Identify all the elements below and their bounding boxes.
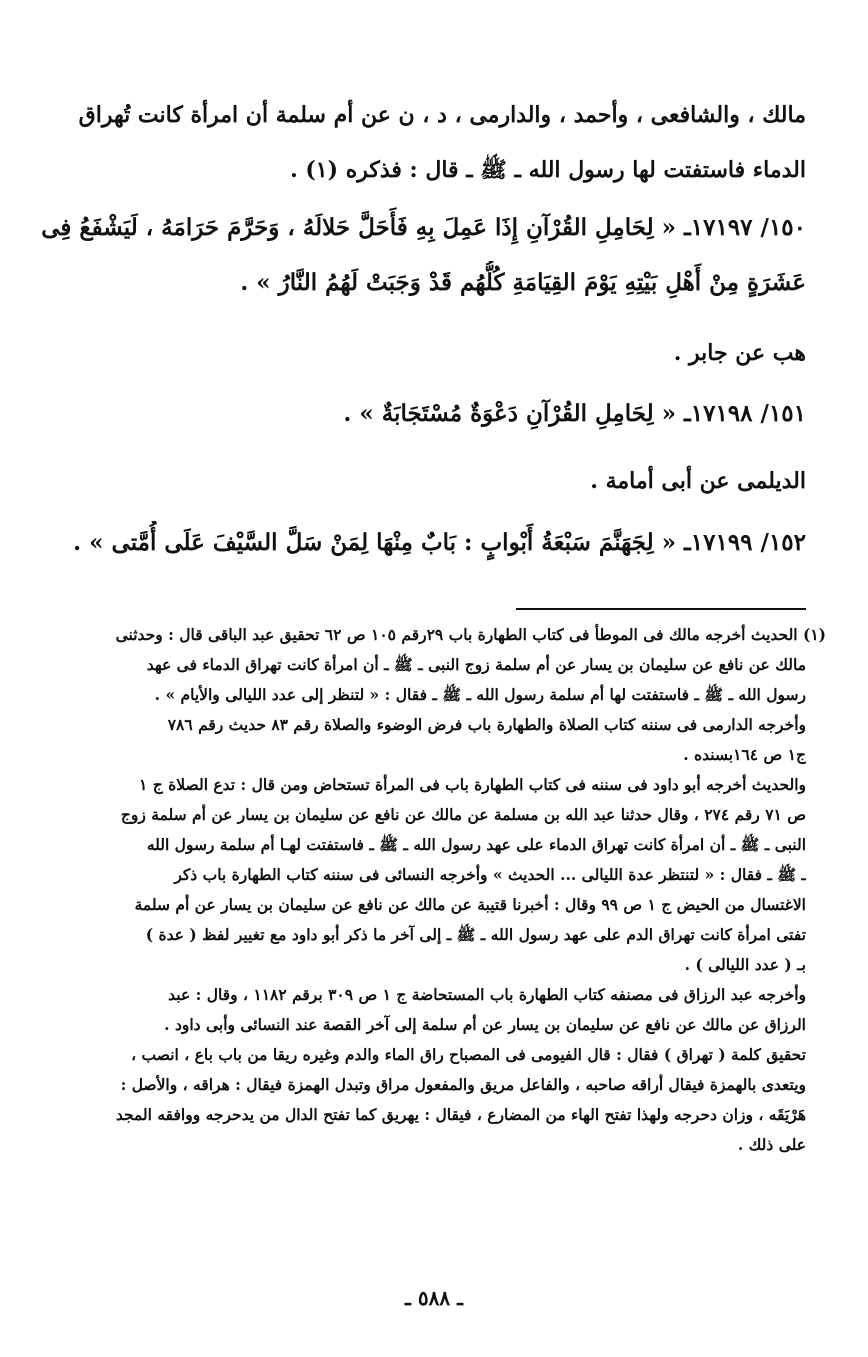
hadith-150-line: ١٥٠/ ١٧١٩٧ـ « لِحَامِلِ القُرْآنِ إِذَا عَمِلَ بِهِ فَأَحَلَّ حَلالَهُ ، وَحَرَّمَ حَرَامَهُ ، لَيَشْفَعُ فِى (41, 214, 806, 241)
page-number: ـ ٥٨٨ ـ (405, 1286, 463, 1310)
hadith-150-line: عَشَرَةٍ مِنْ أَهْلِ بَيْتِهِ يَوْمَ القِيَامَةِ كُلُّهُم قَدْ وَجَبَتْ لَهُمُ النَّارُ » . (240, 269, 806, 296)
footnote-line: رسول الله ـ ﷺ ـ فاستفتت لها أم سلمة رسول الله ـ ﷺ ـ فقال : « لتنظر إلى عدد الليالى والأيام » . (154, 685, 806, 704)
footnote-line: ص ٧١ رقم ٢٧٤ ، وقال حدثنا عبد الله بن مسلمة عن مالك عن نافع عن سليمان بن يسار عن أم سلمة زوج (120, 805, 806, 824)
footnote-separator (516, 608, 806, 610)
footnote-line: الرزاق عن مالك عن نافع عن سليمان بن يسار عن أم سلمة إلى آخر القصة عند النسائى وأبى داود . (164, 1015, 806, 1034)
hadith-152-line: ١٥٢/ ١٧١٩٩ـ « لِجَهَنَّمَ سَبْعَةُ أَبْوابٍ : بَابٌ مِنْهَا لِمَنْ سَلَّ السَّيْفَ عَلَى أُمَّتى » . (73, 529, 806, 556)
footnote-line: ج١ ص ١٦٤بسنده . (683, 745, 806, 764)
footnote-line: مالك عن نافع عن سليمان بن يسار عن أم سلمة زوج النبى ـ ﷺ ـ أن امرأة كانت تهراق الدماء فى عهد (146, 655, 806, 674)
footnote-line: على ذلك . (737, 1135, 806, 1154)
footnote-line: (١) الحديث أخرجه مالك فى الموطأ فى كتاب الطهارة باب ٢٩رقم ١٠٥ ص ٦٢ تحقيق عبد الباقى قال : وحدثنى (115, 625, 826, 644)
main-text-line: الدماء فاستفتت لها رسول الله ـ ﷺ ـ قال : فذكره (١) . (290, 157, 806, 183)
footnote-line: ـ ﷺ ـ فقال : « لتنتظر عدة الليالى ... الحديث » وأخرجه النسائى فى سننه كتاب الطهارة باب ذكر (174, 865, 806, 884)
hadith-150-source: هب عن جابر . (673, 340, 806, 366)
footnote-line: تحقيق كلمة ( تهراق ) فقال : قال الفيومى فى المصباح راق الماء والدم وغيره ريقا من باب باع ، انصب ، (131, 1045, 806, 1064)
footnote-line: هَرْيَقَه ، وزان دحرجه ولهذا تفتح الهاء من المضارع ، فيقال : يهريق كما تفتح الدال من يدحرجه ووافقه المجد (115, 1105, 806, 1124)
footnote-line: وأخرجه عبد الرزاق فى مصنفه كتاب الطهارة باب المستحاضة ج ١ ص ٣٠٩ برقم ١١٨٢ ، وقال : عبد (168, 985, 806, 1004)
hadith-151-line: ١٥١/ ١٧١٩٨ـ « لِحَامِلِ القُرْآنِ دَعْوَةٌ مُسْتَجَابَةٌ » . (343, 400, 806, 427)
main-text-line: مالك ، والشافعى ، وأحمد ، والدارمى ، د ، ن عن أم سلمة أن امرأة كانت تُهراق (78, 102, 806, 128)
footnote-line: النبى ـ ﷺ ـ أن امرأة كانت تهراق الدماء على عهد رسول الله ـ ﷺ ـ فاستفتت لهـا أم سلمة رسول الله (146, 835, 806, 854)
footnote-line: تفتى امرأة كانت تهراق الدم على عهد رسول الله ـ ﷺ ـ إلى آخر ما ذكر أبو داود مع تغيير لفظ ( عدة ) (145, 925, 806, 944)
footnote-line: بـ ( عدد الليالى ) . (684, 955, 806, 974)
footnote-line: والحديث أخرجه أبو داود فى سننه فى كتاب الطهارة باب فى المرأة تستحاض ومن قال : تدع الصلاة ج ١ (139, 775, 806, 794)
hadith-151-source: الديلمى عن أبى أمامة . (590, 468, 806, 494)
footnote-line: ويتعدى بالهمزة فيقال أراقه صاحبه ، والفاعل مريق والمفعول مراق وتبدل الهمزة فيقال : هراقه ، والأصل : (120, 1075, 806, 1094)
footnote-line: الاغتسال من الحيض ج ١ ص ٩٩ وقال : أخبرنا قتيبة عن مالك عن نافع عن سليمان بن يسار عن أم سلمة (134, 895, 806, 914)
footnote-line: وأخرجه الدارمى فى سننه كتاب الصلاة والطهارة باب فرض الوضوء والصلاة رقم ٨٣ حديث رقم ٧٨٦ (167, 715, 806, 734)
